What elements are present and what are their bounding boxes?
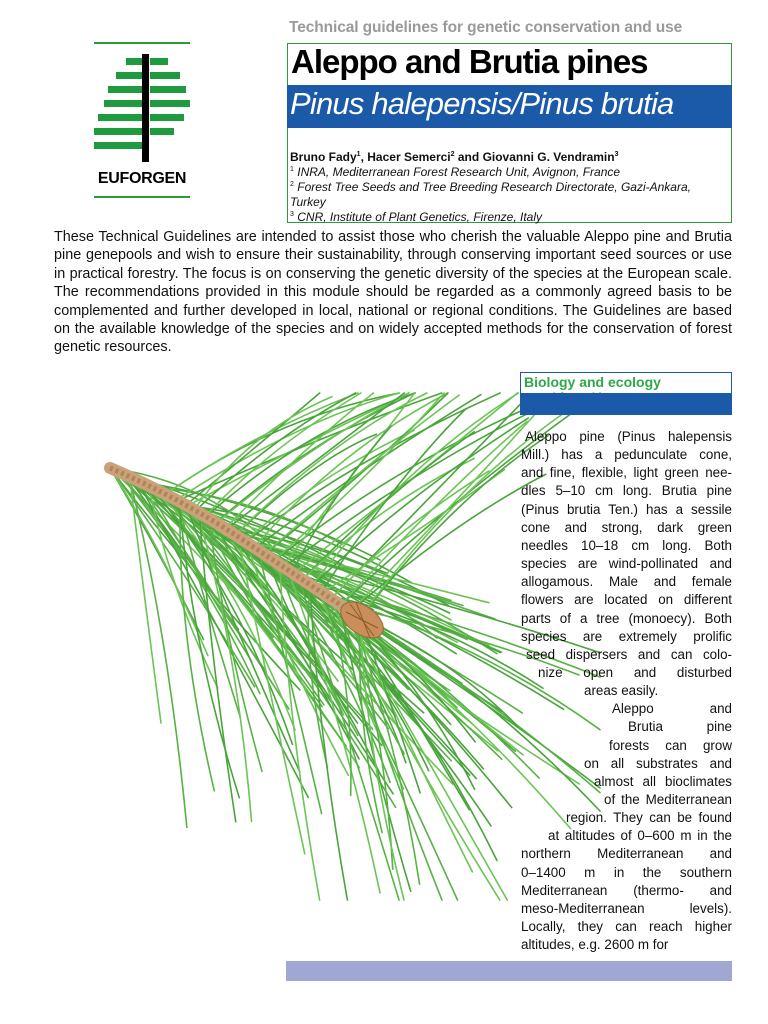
author-sup: 2 bbox=[450, 151, 455, 158]
body-line: at altitudes of 0–600 m in the bbox=[548, 828, 732, 844]
body-line: Aleppo pine (Pinus halepensis bbox=[525, 429, 732, 444]
body-line: nize open and disturbed bbox=[538, 664, 732, 680]
body-line: seed dispersers and can colo- bbox=[526, 646, 732, 662]
logo-branch bbox=[150, 58, 168, 65]
body-line: and fine, flexible, light green nee- bbox=[521, 465, 732, 481]
subtitle-bar bbox=[287, 85, 732, 128]
body-line: areas easily. bbox=[584, 683, 659, 699]
intro-paragraph: These Technical Guidelines are intended to assist those who cherish the valuable Aleppo pine and Brutia pine genepools and wish to ensure their sustainability, through conserving important seed sources or use in practical forestry. The focus is on conserving the genetic diversity of the species at the European scale. The recommendations provided in this module should be regarded as a commonly agreed basis to be complemented and further developed in local, national or regional conditions. The Guidelines are based on the available knowledge of the species and on widely accepted methods for the conservation of forest genetic resources. bbox=[54, 229, 732, 356]
body-line: allogamous. Male and female bbox=[521, 574, 732, 590]
body-line: species are extremely prolific bbox=[521, 628, 732, 644]
page-subtitle: Pinus halepensis/Pinus brutia bbox=[290, 86, 674, 121]
logo-branch bbox=[94, 128, 142, 135]
section-heading-box bbox=[520, 372, 732, 393]
body-line: cone and strong, dark green bbox=[521, 519, 732, 535]
author-sep: and bbox=[454, 150, 483, 164]
affiliation-text: CNR, Institute of Plant Genetics, Firenze, Italy bbox=[297, 210, 543, 224]
body-line: Mediterranean (thermo- and bbox=[521, 882, 732, 898]
author-name: Giovanni G. Vendramin bbox=[482, 150, 615, 164]
series-title: Technical guidelines for genetic conservation and use bbox=[289, 19, 683, 36]
logo-branch bbox=[126, 58, 142, 65]
logo-branch bbox=[150, 72, 180, 79]
page-title: Aleppo and Brutia pines bbox=[291, 43, 648, 80]
logo-branch bbox=[104, 100, 142, 107]
affiliation-text: INRA, Mediterranean Forest Research Unit, Avignon, France bbox=[297, 165, 621, 179]
body-line: flowers are located on different bbox=[521, 592, 732, 608]
body-line: region. They can be found bbox=[566, 810, 732, 826]
logo-branch bbox=[108, 86, 142, 93]
body-line: needles 10–18 cm long. Both bbox=[521, 537, 732, 553]
body-line: meso-Mediterranean levels). bbox=[521, 900, 732, 916]
affiliation bbox=[290, 177, 730, 210]
logo-branch bbox=[150, 128, 174, 135]
section-title: Biology and ecology bbox=[524, 374, 661, 390]
affiliation-sup: 1 bbox=[290, 166, 294, 173]
body-line: northern Mediterranean and bbox=[521, 846, 732, 862]
logo-branch bbox=[98, 114, 142, 121]
footer-bar bbox=[286, 961, 732, 981]
body-line: 0–1400 m in the southern bbox=[521, 864, 732, 880]
affiliation-sup: 2 bbox=[290, 181, 294, 188]
body-line: dles 5–10 cm long. Brutia pine bbox=[521, 483, 732, 499]
body-line: species are wind-pollinated and bbox=[521, 556, 732, 572]
body-line: of the Mediterranean bbox=[604, 792, 732, 807]
author-name: Hacer Semerci bbox=[367, 150, 451, 164]
affiliation bbox=[290, 207, 730, 225]
title-box bbox=[287, 43, 732, 85]
logo-branch bbox=[150, 114, 184, 121]
body-line: on all substrates and bbox=[584, 755, 732, 771]
author-name: Bruno Fady bbox=[290, 150, 357, 164]
body-line: Mill.) has a pedunculate cone, bbox=[521, 447, 732, 463]
affiliation-text: Forest Tree Seeds and Tree Breeding Research Directorate, Gazi-Ankara, Turkey bbox=[290, 180, 691, 209]
logo-text: EUFORGEN bbox=[97, 170, 187, 187]
logo-branch bbox=[116, 72, 142, 79]
logo-branch bbox=[150, 86, 186, 93]
section-heading-bar bbox=[520, 393, 732, 415]
body-line: (Pinus brutia Ten.) has a sessile bbox=[521, 501, 732, 517]
body-line: parts of a tree (monoecy). Both bbox=[521, 610, 732, 626]
body-line: Brutia pine bbox=[628, 719, 732, 735]
body-line: almost all bioclimates bbox=[594, 773, 732, 789]
affiliation-sup: 3 bbox=[290, 211, 294, 218]
logo-branch bbox=[94, 142, 142, 149]
body-line: Locally, they can reach higher bbox=[521, 919, 732, 935]
author-sup: 3 bbox=[614, 151, 619, 158]
logo-trunk bbox=[142, 54, 149, 162]
author-sep: , bbox=[360, 150, 368, 164]
body-line: forests can grow bbox=[609, 737, 732, 753]
euforgen-logo bbox=[94, 42, 190, 198]
logo-branch bbox=[150, 100, 190, 107]
body-line: altitudes, e.g. 2600 m for bbox=[521, 937, 669, 953]
body-line: Aleppo and bbox=[612, 701, 732, 717]
author-sup: 1 bbox=[356, 151, 361, 158]
